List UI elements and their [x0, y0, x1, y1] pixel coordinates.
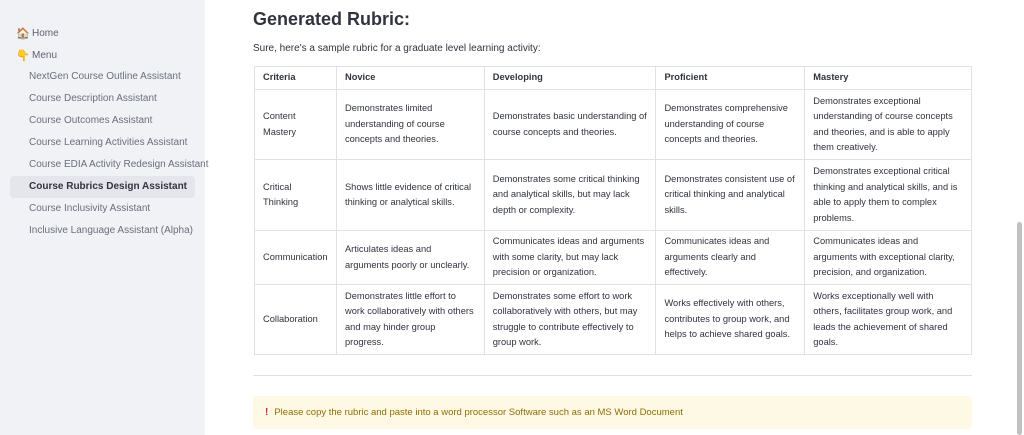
house-icon: 🏠: [16, 27, 30, 40]
sidebar: [0, 0, 209, 435]
table-row: [255, 231, 972, 285]
table-row: [255, 285, 972, 355]
column-header-novice: Novice: [336, 67, 484, 90]
sidebar-nav-list: [0, 66, 209, 242]
sidebar-item-course-learning-activities-assistant[interactable]: Course Learning Activities Assistant: [29, 137, 188, 148]
table-cell: Demonstrates some critical thinking and analytical skills, but may lack depth or complexity.: [484, 160, 656, 231]
home-label: Home: [32, 27, 59, 39]
table-row: [255, 90, 972, 160]
column-header-developing: Developing: [484, 67, 656, 90]
sidebar-item-course-rubrics-design-assistant[interactable]: Course Rubrics Design Assistant: [10, 176, 195, 198]
sidebar-item-nextgen-course-outline-assistant[interactable]: NextGen Course Outline Assistant: [29, 71, 181, 82]
table-cell: Communicates ideas and arguments clearly and effectively.: [656, 231, 805, 285]
scrollbar-thumb[interactable]: [1017, 222, 1022, 435]
divider: [253, 375, 972, 376]
sidebar-home-link[interactable]: [0, 22, 205, 44]
table-cell: Demonstrates exceptional critical thinking and analytical skills, and is able to apply them to complex problems.: [805, 160, 972, 231]
column-header-criteria: Criteria: [255, 67, 337, 90]
sidebar-item-inclusive-language-assistant-alpha[interactable]: Inclusive Language Assistant (Alpha): [29, 225, 193, 236]
intro-text: Sure, here's a sample rubric for a graduate level learning activity:: [253, 43, 541, 54]
criteria-cell: Collaboration: [255, 285, 337, 355]
table-cell: Demonstrates consistent use of critical thinking and analytical skills.: [656, 160, 805, 231]
sidebar-item-course-outcomes-assistant[interactable]: Course Outcomes Assistant: [29, 115, 153, 126]
table-cell: Communicates ideas and arguments with exceptional clarity, precision, and organization.: [805, 231, 972, 285]
table-cell: Articulates ideas and arguments poorly or unclearly.: [336, 231, 484, 285]
table-cell: Communicates ideas and arguments with some clarity, but may lack precision or organization.: [484, 231, 656, 285]
criteria-cell: Content Mastery: [255, 90, 337, 160]
warning-alert: [253, 396, 972, 429]
column-header-proficient: Proficient: [656, 67, 805, 90]
pointing-down-hand-icon: 👇: [16, 49, 30, 62]
table-cell: Demonstrates some effort to work collaboratively with others, but may struggle to contribute effectively to group work.: [484, 285, 656, 355]
sidebar-menu-header: [0, 44, 205, 66]
table-cell: Works exceptionally well with others, facilitates group work, and leads the achievement of shared goals.: [805, 285, 972, 355]
sidebar-item-course-description-assistant[interactable]: Course Description Assistant: [29, 93, 157, 104]
table-cell: Demonstrates little effort to work collaboratively with others and may hinder group progress.: [336, 285, 484, 355]
column-header-mastery: Mastery: [805, 67, 972, 90]
rubric-table: [254, 66, 972, 355]
scrollbar[interactable]: [1016, 0, 1024, 435]
criteria-cell: Communication: [255, 231, 337, 285]
alert-text: Please copy the rubric and paste into a word processor Software such as an MS Word Document: [274, 407, 683, 418]
table-cell: Works effectively with others, contributes to group work, and helps to achieve shared goals.: [656, 285, 805, 355]
table-row: [255, 160, 972, 231]
table-cell: Demonstrates basic understanding of course concepts and theories.: [484, 90, 656, 160]
table-cell: Demonstrates exceptional understanding of course concepts and theories, and is able to apply them creatively.: [805, 90, 972, 160]
page-title: Generated Rubric:: [253, 9, 411, 29]
sidebar-item-course-edia-activity-redesign-assistant[interactable]: Course EDIA Activity Redesign Assistant: [29, 159, 209, 170]
table-cell: Demonstrates limited understanding of course concepts and theories.: [336, 90, 484, 160]
menu-label: Menu: [32, 49, 58, 61]
table-cell: Shows little evidence of critical thinking or analytical skills.: [336, 160, 484, 231]
table-header-row: [255, 67, 972, 90]
criteria-cell: Critical Thinking: [255, 160, 337, 231]
table-cell: Demonstrates comprehensive understanding of course concepts and theories.: [656, 90, 805, 160]
exclamation-icon: !: [265, 407, 269, 418]
sidebar-item-course-inclusivity-assistant[interactable]: Course Inclusivity Assistant: [29, 203, 151, 214]
